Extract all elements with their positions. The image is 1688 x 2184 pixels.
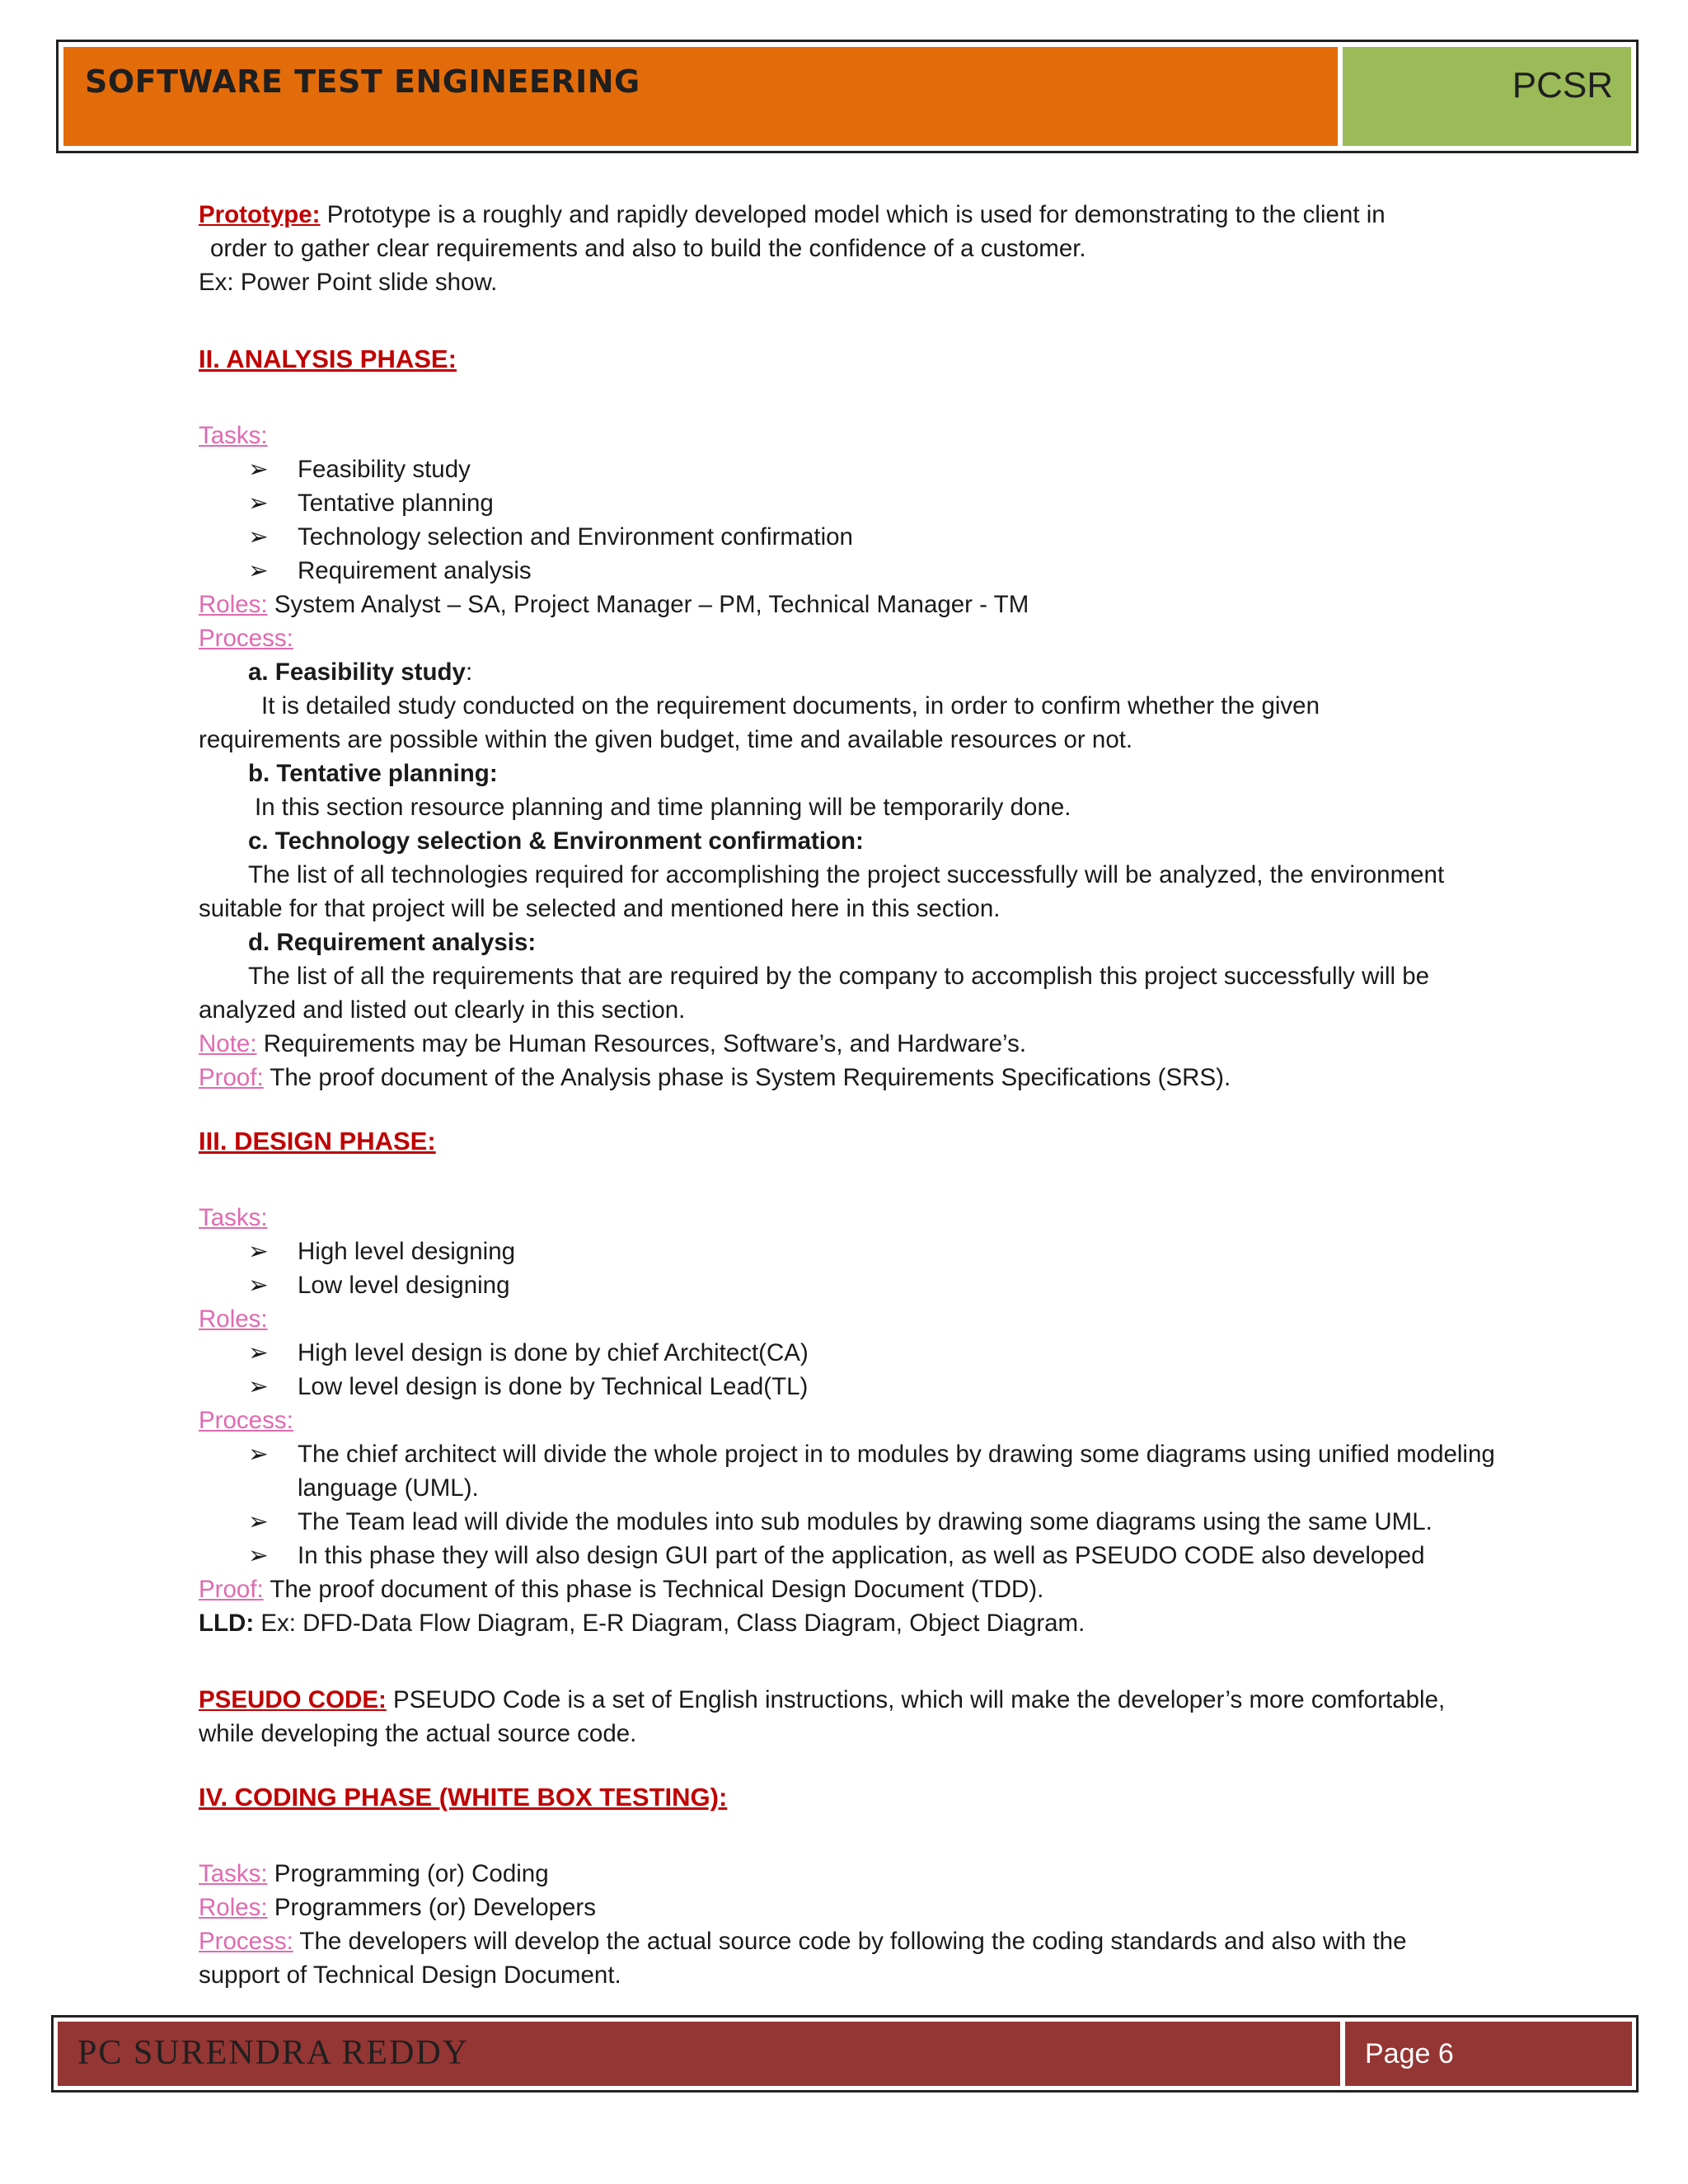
analysis-proof-label: Proof: (199, 1064, 264, 1091)
list-item: ➢ Feasibility study (199, 452, 1517, 486)
prototype-example: Ex: Power Point slide show. (199, 269, 498, 296)
design-process-label: Process: (199, 1407, 293, 1434)
list-item: ➢ Low level designing (199, 1268, 1517, 1302)
design-lld: LLD: Ex: DFD-Data Flow Diagram, E-R Diagram, Class Diagram, Object Diagram. (199, 1610, 1085, 1637)
design-proof-label: Proof: (199, 1576, 264, 1603)
process-step-b-line1: In this section resource planning and time planning will be temporarily done. (255, 794, 1071, 821)
arrow-bullet-icon: ➢ (248, 1441, 269, 1468)
design-heading: III. DESIGN PHASE: (199, 1127, 436, 1155)
analysis-heading: II. ANALYSIS PHASE: (199, 344, 457, 373)
lld-label: LLD: (199, 1610, 255, 1637)
arrow-bullet-icon: ➢ (248, 1373, 269, 1400)
analysis-proof: Proof: The proof document of the Analysis phase is System Requirements Specifications (SRS). (199, 1064, 1231, 1091)
process-step-d-line1: The list of all the requirements that are required by the company to accomplish this project successfully will be (248, 963, 1430, 990)
header-title-band (63, 47, 1338, 146)
list-item: ➢ The Team lead will divide the modules into sub modules by drawing some diagrams using the same UML. (199, 1505, 1517, 1539)
pseudo-code-label: PSEUDO CODE: (199, 1686, 387, 1713)
list-item: ➢ In this phase they will also design GUI part of the application, as well as PSEUDO CODE also developed (199, 1539, 1517, 1572)
coding-tasks: Tasks: Programming (or) Coding (199, 1860, 549, 1887)
arrow-bullet-icon: ➢ (248, 1272, 269, 1299)
prototype-label: Prototype: (199, 201, 321, 228)
design-proof: Proof: The proof document of this phase is Technical Design Document (TDD). (199, 1576, 1044, 1603)
arrow-bullet-icon: ➢ (248, 490, 269, 517)
list-item: ➢ Low level design is done by Technical Lead(TL) (199, 1370, 1517, 1404)
analysis-roles: Roles: System Analyst – SA, Project Manager – PM, Technical Manager - TM (199, 591, 1029, 618)
design-tasks-label: Tasks: (199, 1204, 268, 1231)
arrow-bullet-icon: ➢ (248, 1339, 269, 1366)
arrow-bullet-icon: ➢ (248, 456, 269, 483)
process-step-a-title: a. Feasibility study: (248, 658, 473, 686)
design-process-list (199, 1437, 1517, 1572)
list-item: ➢ Requirement analysis (199, 554, 1517, 588)
document-body (199, 198, 1517, 1992)
design-task-list (199, 1235, 1517, 1302)
footer-author-band (58, 2022, 1340, 2086)
coding-process-label: Process: (199, 1928, 293, 1955)
list-item: ➢ Technology selection and Environment confirmation (199, 520, 1517, 554)
header-title: SOFTWARE TEST ENGINEERING (85, 63, 640, 100)
footer-page-band (1345, 2022, 1632, 2086)
pseudo-code-line2: while developing the actual source code. (199, 1720, 637, 1747)
analysis-task-list (199, 452, 1517, 588)
coding-tasks-label: Tasks: (199, 1860, 268, 1887)
analysis-roles-label: Roles: (199, 591, 268, 618)
list-item: ➢ High level designing (199, 1235, 1517, 1268)
coding-roles-label: Roles: (199, 1894, 268, 1921)
process-step-d-title: d. Requirement analysis: (248, 929, 537, 956)
process-step-a-line2: requirements are possible within the given budget, time and available resources or not. (199, 726, 1133, 753)
coding-roles: Roles: Programmers (or) Developers (199, 1894, 596, 1921)
arrow-bullet-icon: ➢ (248, 523, 269, 551)
design-role-list (199, 1336, 1517, 1404)
prototype-line2: order to gather clear requirements and also to build the confidence of a customer. (210, 235, 1086, 262)
analysis-tasks-label: Tasks: (199, 422, 268, 449)
process-step-c-title: c. Technology selection & Environment confirmation: (248, 827, 864, 855)
coding-heading: IV. CODING PHASE (WHITE BOX TESTING): (199, 1783, 728, 1811)
arrow-bullet-icon: ➢ (248, 1508, 269, 1535)
analysis-note-label: Note: (199, 1030, 257, 1057)
process-step-c-line1: The list of all technologies required for accomplishing the project successfully will be analyzed, the environment (248, 861, 1445, 888)
header-badge: PCSR (1512, 65, 1613, 105)
arrow-bullet-icon: ➢ (248, 1542, 269, 1569)
prototype-paragraph (199, 198, 1517, 232)
process-step-b-title: b. Tentative planning: (248, 760, 498, 787)
design-roles-label: Roles: (199, 1305, 268, 1333)
coding-process-line2: support of Technical Design Document. (199, 1961, 621, 1989)
list-item: ➢ The chief architect will divide the whole project in to modules by drawing some diagrams using unified modeling language (UML). (199, 1437, 1517, 1505)
prototype-line1: Prototype is a roughly and rapidly developed model which is used for demonstrating to the client in (320, 201, 1386, 228)
process-step-a-line1: It is detailed study conducted on the requirement documents, in order to confirm whether the given (261, 692, 1320, 719)
process-step-c-line2: suitable for that project will be selected and mentioned here in this section. (199, 895, 1001, 922)
footer-author: PC SURENDRA REDDY (77, 2034, 470, 2072)
coding-process: Process: The developers will develop the actual source code by following the coding standards and also with the (199, 1928, 1407, 1955)
process-step-d-line2: analyzed and listed out clearly in this section. (199, 996, 686, 1024)
header-badge-band (1343, 47, 1631, 146)
list-item: ➢ Tentative planning (199, 486, 1517, 520)
pseudo-code-paragraph: PSEUDO CODE: PSEUDO Code is a set of English instructions, which will make the developer’s more comfortable, (199, 1686, 1446, 1713)
page-header (56, 40, 1639, 153)
list-item: ➢ High level design is done by chief Architect(CA) (199, 1336, 1517, 1370)
arrow-bullet-icon: ➢ (248, 1238, 269, 1265)
analysis-process-label: Process: (199, 625, 293, 652)
arrow-bullet-icon: ➢ (248, 557, 269, 584)
page-footer (51, 2015, 1639, 2093)
analysis-note: Note: Requirements may be Human Resources, Software’s, and Hardware’s. (199, 1030, 1027, 1057)
page-number: Page 6 (1365, 2038, 1454, 2069)
